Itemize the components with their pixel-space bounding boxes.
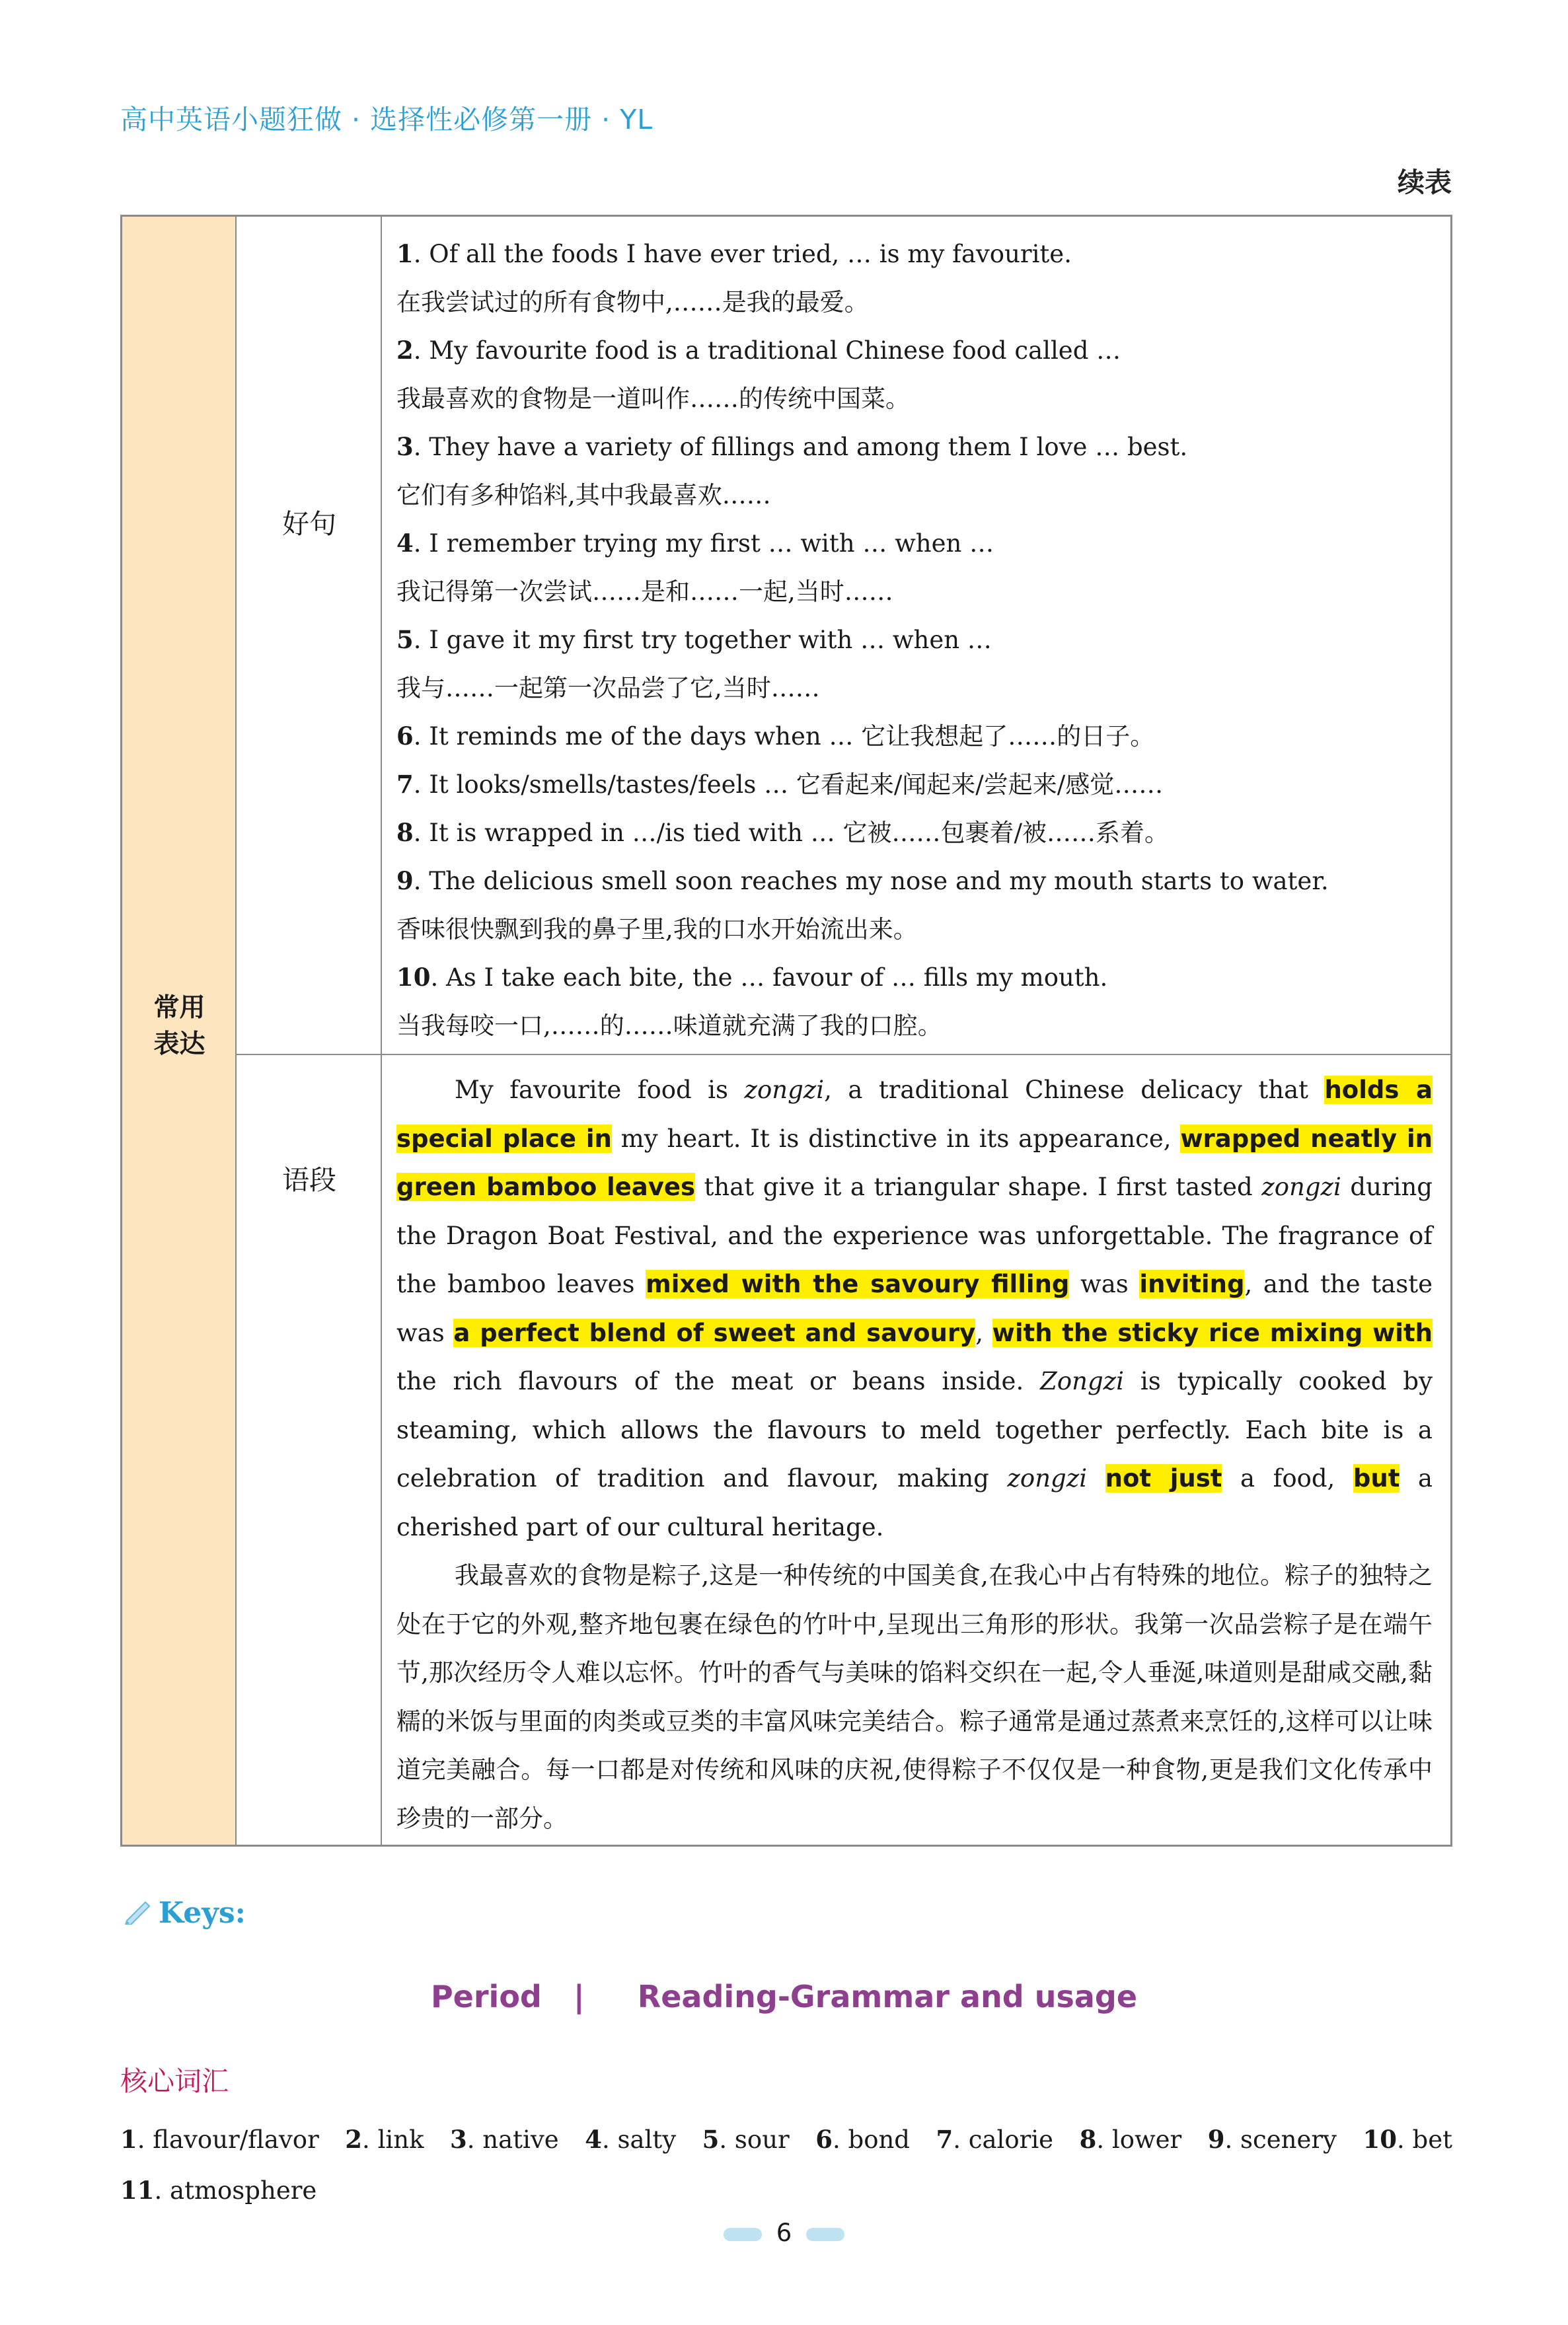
highlighted-phrase: not just — [1105, 1464, 1222, 1493]
vocab-word: . scenery — [1224, 2125, 1337, 2154]
sentence-line — [396, 471, 1434, 519]
sentence-text: . I gave it my first try together with … when … — [413, 626, 992, 654]
paragraph-label: 语段 — [282, 1164, 336, 1196]
sentence-number: 1 — [396, 239, 414, 268]
page-number: 6 — [776, 2219, 792, 2247]
running-header: 高中英语小题狂做 · 选择性必修第一册 · YL — [120, 104, 653, 135]
sentence-text: . My favourite food is a traditional Chinese food called … — [413, 336, 1121, 365]
paragraph-text: that give it a triangular shape. I first tasted — [694, 1173, 1262, 1201]
continued-label: 续表 — [1398, 166, 1452, 198]
period-title — [0, 1979, 1568, 2014]
vocab-word: . salty — [601, 2125, 677, 2154]
sentence-number: 7 — [396, 770, 414, 799]
vocab-item — [450, 2114, 559, 2165]
paragraph-text: was — [1069, 1270, 1140, 1298]
sentence-text: . The delicious smell soon reaches my nose and my mouth starts to water. — [413, 867, 1329, 895]
paragraph-chinese: 我最喜欢的食物是粽子,这是一种传统的中国美食,在我心中占有特殊的地位。粽子的独特之处在于它的外观,整齐地包裹在绿色的竹叶中,呈现出三角形的形状。我第一次品尝粽子是在端午节,那次经历令人难以忘怀。竹叶的香气与美味的馅料交织在一起,令人垂涎,味道则是甜咸交融,黏糯的米饭与里面的肉类或豆类的丰富风味完美结合。粽子通常是通过蒸煮来烹饪的,这样可以让味道完美融合。每一口都是对传统和风味的庆祝,使得粽子不仅仅是一种食物,更是我们文化传承中珍贵的一部分。 — [396, 1561, 1433, 1833]
vocab-word: . sour — [719, 2125, 790, 2154]
paragraph-text — [1087, 1464, 1105, 1493]
paragraph-text: the rich flavours of the meat or beans inside. — [396, 1367, 1041, 1395]
paragraph-english — [396, 1066, 1433, 1551]
vocab-number: 4 — [585, 2125, 602, 2154]
vocab-number: 7 — [936, 2125, 953, 2154]
core-vocab-list — [120, 2114, 1452, 2216]
sentence-text: . As I take each bite, the … favour of … fills my mouth. — [430, 963, 1108, 992]
highlighted-phrase: a perfect blend of sweet and savoury — [453, 1318, 976, 1347]
keys-heading — [123, 1896, 246, 1932]
period-right: Reading-Grammar and usage — [637, 1979, 1138, 2014]
vocab-number: 2 — [345, 2125, 363, 2154]
paragraph-text: my heart. It is distinctive in its appearance, — [611, 1124, 1181, 1153]
vocab-number: 11 — [120, 2176, 155, 2205]
vocab-item — [120, 2114, 319, 2165]
paragraph-text: during the Dragon Boat Festival, and the experience was unforgettable. The fragrance of the bamboo leaves — [396, 1173, 1433, 1298]
sentence-list — [396, 230, 1434, 1050]
vocab-number: 5 — [702, 2125, 720, 2154]
highlighted-phrase: but — [1353, 1464, 1400, 1493]
sentence-line — [396, 616, 1434, 664]
sentence-text: 我最喜欢的食物是一道叫作……的传统中国菜。 — [396, 385, 910, 413]
vocab-item — [345, 2114, 424, 2165]
vocab-row — [120, 2165, 1452, 2216]
vocab-number: 10 — [1363, 2125, 1397, 2154]
sentence-line — [396, 230, 1434, 278]
italic-term: zongzi — [1261, 1173, 1341, 1201]
sentence-number: 4 — [396, 529, 414, 558]
vocab-number: 3 — [450, 2125, 467, 2154]
sentence-line — [396, 423, 1434, 471]
sentence-text: 在我尝试过的所有食物中,……是我的最爱。 — [396, 288, 869, 316]
vocab-word: . link — [362, 2125, 424, 2154]
highlighted-phrase: with the sticky rice mixing with — [992, 1318, 1433, 1347]
sentence-line — [396, 519, 1434, 568]
vocab-item — [1208, 2114, 1337, 2165]
footer-decoration — [724, 2228, 762, 2241]
sentence-text: . It looks/smells/tastes/feels … 它看起来/闻起来/尝起来/感觉…… — [413, 770, 1164, 799]
vocab-number: 1 — [120, 2125, 137, 2154]
italic-term: zongzi — [1007, 1464, 1088, 1493]
sentence-line — [396, 278, 1434, 326]
footer-decoration — [806, 2228, 844, 2241]
paragraph-text: , a traditional Chinese delicacy that — [824, 1076, 1325, 1104]
vocab-word: . atmosphere — [154, 2176, 317, 2205]
vocab-item — [1080, 2114, 1182, 2165]
sentence-number: 10 — [396, 963, 431, 992]
vocab-item — [1363, 2114, 1452, 2165]
sentence-text: 当我每咬一口,……的……味道就充满了我的口腔。 — [396, 1012, 942, 1040]
page-footer — [0, 2219, 1568, 2247]
sentence-number: 5 — [396, 625, 414, 654]
sentence-number: 2 — [396, 336, 414, 365]
sentence-text: . It is wrapped in …/is tied with … 它被……包裹着/被……系着。 — [413, 819, 1169, 847]
sentence-line — [396, 905, 1434, 953]
paragraph-text: , — [975, 1318, 992, 1347]
vocab-word: . bond — [832, 2125, 910, 2154]
pen-icon — [123, 1898, 153, 1932]
paragraph-text: a food, — [1222, 1464, 1353, 1493]
category-label-line: 表达 — [153, 1029, 205, 1059]
sentence-text: 我记得第一次尝试……是和……一起,当时…… — [396, 577, 893, 606]
sentence-text: . It reminds me of the days when … 它让我想起了……的日子。 — [413, 722, 1155, 751]
paragraph-text: , and the taste was — [396, 1270, 1433, 1347]
sentence-line — [396, 664, 1434, 712]
vocab-row — [120, 2114, 1452, 2165]
sentence-number: 3 — [396, 432, 414, 461]
vocab-item — [702, 2114, 790, 2165]
sentence-line — [396, 857, 1434, 905]
sentence-line — [396, 760, 1434, 809]
keys-label: Keys: — [159, 1896, 246, 1930]
row-divider — [237, 1054, 1450, 1055]
sentence-line — [396, 326, 1434, 375]
good-sentences-label: 好句 — [282, 508, 336, 540]
vocab-item — [585, 2114, 676, 2165]
sentence-text: . Of all the foods I have ever tried, … is my favourite. — [413, 240, 1072, 268]
vocab-word: . flavour/flavor — [137, 2125, 319, 2154]
vocab-word: . lower — [1096, 2125, 1182, 2154]
period-separator: | — [573, 1979, 585, 2014]
vocab-word: . calorie — [953, 2125, 1054, 2154]
vocab-number: 9 — [1207, 2125, 1225, 2154]
sentence-number: 6 — [396, 721, 414, 751]
sentence-text: 我与……一起第一次品尝了它,当时…… — [396, 674, 820, 702]
category-label — [122, 990, 237, 1062]
vocab-item — [815, 2114, 910, 2165]
sample-paragraph — [396, 1066, 1433, 1843]
period-left: Period — [430, 1979, 542, 2014]
sentence-text: 它们有多种馅料,其中我最喜欢…… — [396, 481, 771, 509]
core-vocab-title: 核心词汇 — [120, 2065, 229, 2097]
sentence-text: . I remember trying my first … with … when … — [413, 529, 994, 558]
vocab-word: . native — [467, 2125, 559, 2154]
sentence-text: . They have a variety of fillings and among them I love … best. — [413, 433, 1188, 461]
sentence-line — [396, 953, 1434, 1002]
vocab-word: . bet — [1396, 2125, 1452, 2154]
vocab-number: 8 — [1079, 2125, 1097, 2154]
highlighted-phrase: holds a special place in — [396, 1076, 1433, 1153]
sentence-line — [396, 568, 1434, 616]
italic-term: zongzi — [744, 1076, 825, 1104]
sentence-text: 香味很快飘到我的鼻子里,我的口水开始流出来。 — [396, 915, 918, 943]
highlighted-phrase: inviting — [1139, 1270, 1245, 1298]
paragraph-text: My favourite food is — [455, 1076, 745, 1104]
sentence-line — [396, 375, 1434, 423]
vocab-item — [120, 2165, 317, 2216]
expressions-table — [120, 215, 1452, 1847]
paragraph-text: a cherished part of our cultural heritage. — [396, 1464, 1433, 1541]
vocab-number: 6 — [815, 2125, 833, 2154]
sentence-number: 8 — [396, 818, 414, 847]
sentence-line — [396, 809, 1434, 857]
sentence-line — [396, 1002, 1434, 1050]
vocab-item — [936, 2114, 1054, 2165]
highlighted-phrase: mixed with the savoury filling — [646, 1270, 1070, 1298]
paragraph-text: is typically cooked by steaming, which allows the flavours to meld together perfectly. Each bite is a celebration of tradition and flavour, making — [396, 1367, 1433, 1493]
sentence-number: 9 — [396, 866, 414, 895]
italic-term: Zongzi — [1040, 1367, 1124, 1395]
subcategory-column — [237, 217, 382, 1845]
sentence-line — [396, 712, 1434, 760]
highlighted-phrase: wrapped neatly in green bamboo leaves — [396, 1124, 1433, 1201]
category-label-line: 常用 — [153, 993, 205, 1023]
